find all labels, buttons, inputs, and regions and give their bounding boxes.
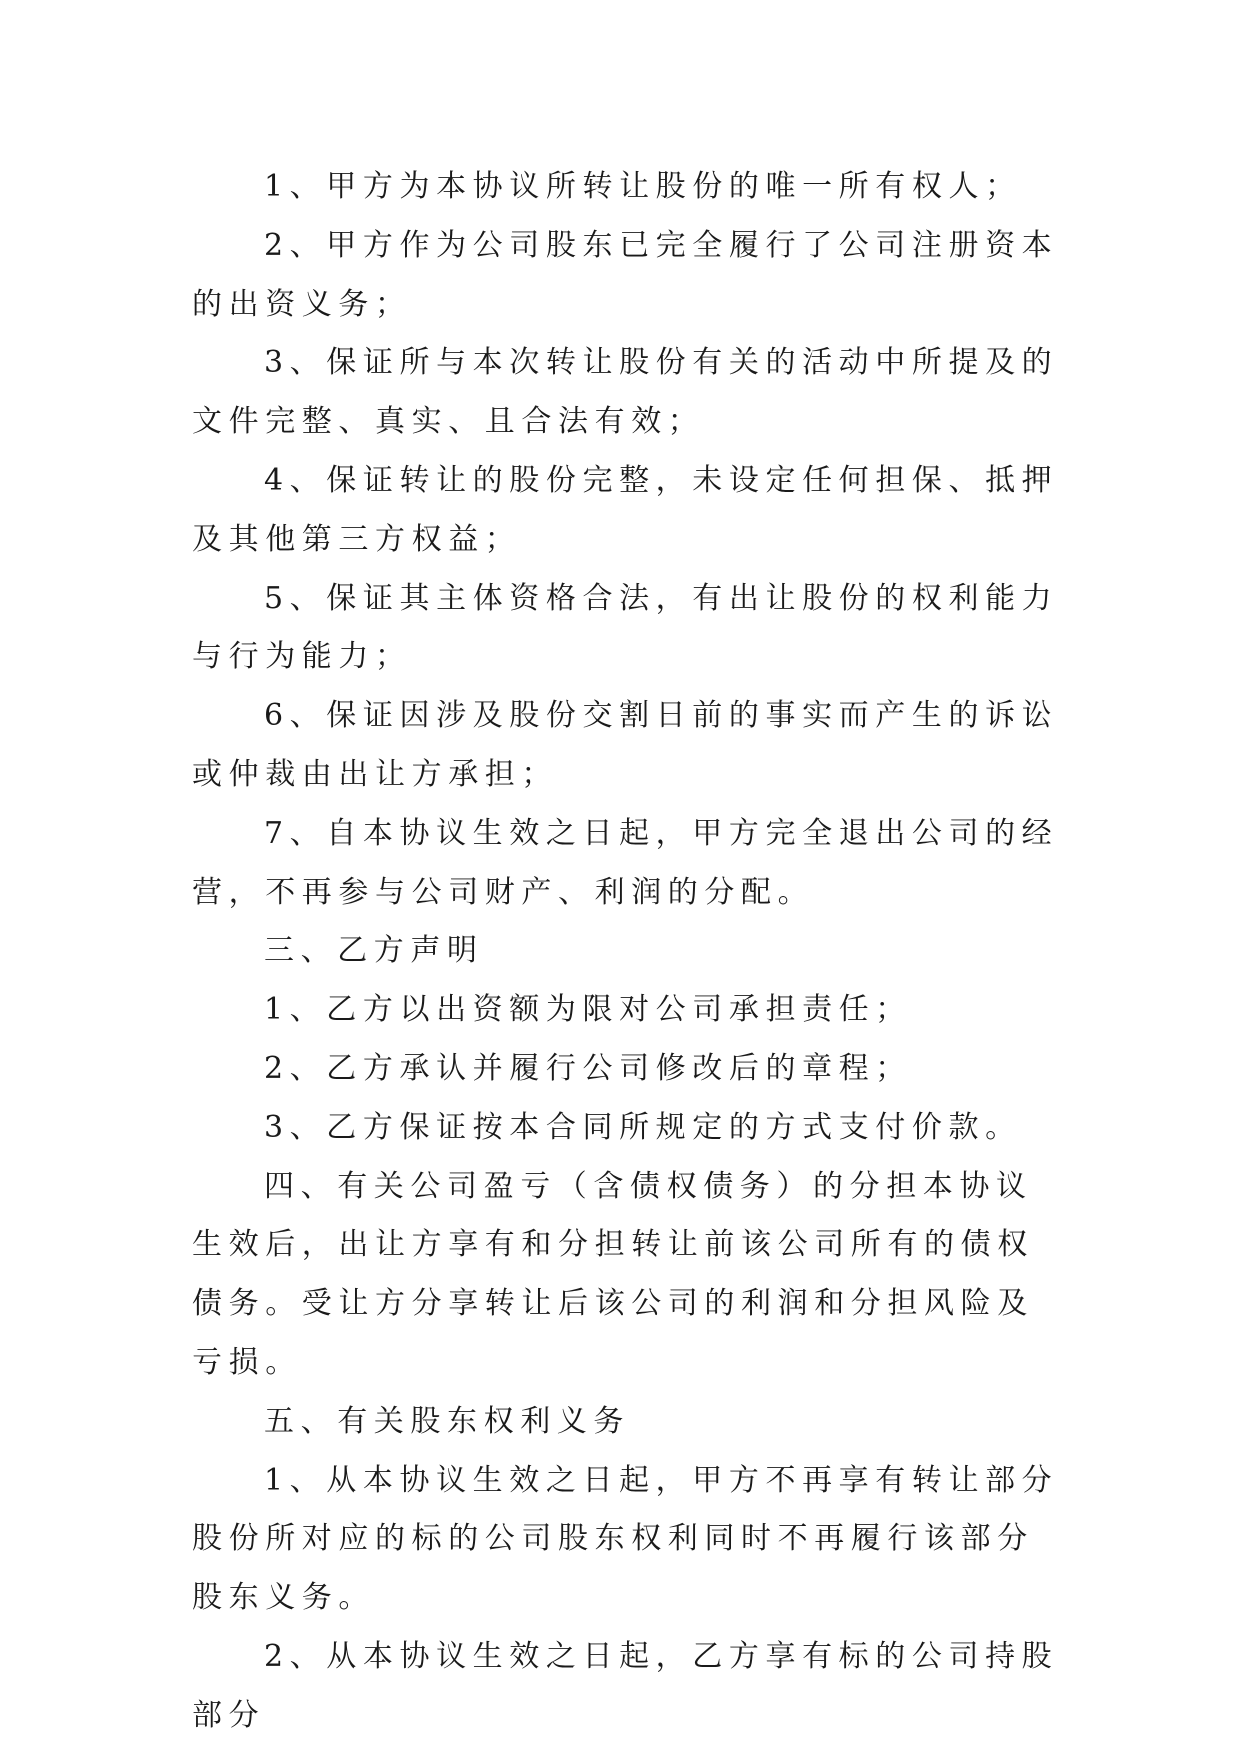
- section-heading-party-b-declaration: 三、乙方声明: [264, 933, 484, 969]
- clause-party-a-7: 7、自本协议生效之日起，甲方完全退出公司的经营，不再参与公司财产、利润的分配。: [192, 815, 1059, 910]
- section-profit-loss: 四、有关公司盈亏（含债权债务）的分担本协议生效后，出让方享有和分担转让前该公司所有的债权债务。受让方分享转让后该公司的利润和分担风险及亏损。: [192, 1168, 1034, 1380]
- clause-party-b-1: 1、乙方以出资额为限对公司承担责任；: [264, 992, 912, 1028]
- document-body: [192, 158, 1062, 1746]
- clause-rights-1: 1、从本协议生效之日起，甲方不再享有转让部分股份所对应的标的公司股东权利同时不再履行该部分股东义务。: [192, 1462, 1059, 1616]
- clause-party-a-1: 1、甲方为本协议所转让股份的唯一所有权人；: [264, 169, 1022, 204]
- clause-party-a-6: 6、保证因涉及股份交割日前的事实而产生的诉讼或仲裁由出让方承担；: [192, 698, 1059, 792]
- clause-party-a-4: 4、保证转让的股份完整，未设定任何担保、抵押及其他第三方权益；: [192, 462, 1059, 557]
- clause-party-b-2: 2、乙方承认并履行公司修改后的章程；: [264, 1050, 912, 1086]
- clause-party-a-5: 5、保证其主体资格合法，有出让股份的权利能力与行为能力；: [192, 580, 1059, 675]
- clause-party-a-3: 3、保证所与本次转让股份有关的活动中所提及的文件完整、真实、且合法有效；: [192, 345, 1059, 440]
- section-heading-shareholder-rights: 五、有关股东权利义务: [264, 1403, 630, 1439]
- clause-party-a-2: 2、甲方作为公司股东已完全履行了公司注册资本的出资义务；: [192, 227, 1059, 322]
- clause-party-b-3: 3、乙方保证按本合同所规定的方式支付价款。: [264, 1109, 1022, 1145]
- clause-rights-2: 2、从本协议生效之日起，乙方享有标的公司持股部分: [192, 1638, 1059, 1733]
